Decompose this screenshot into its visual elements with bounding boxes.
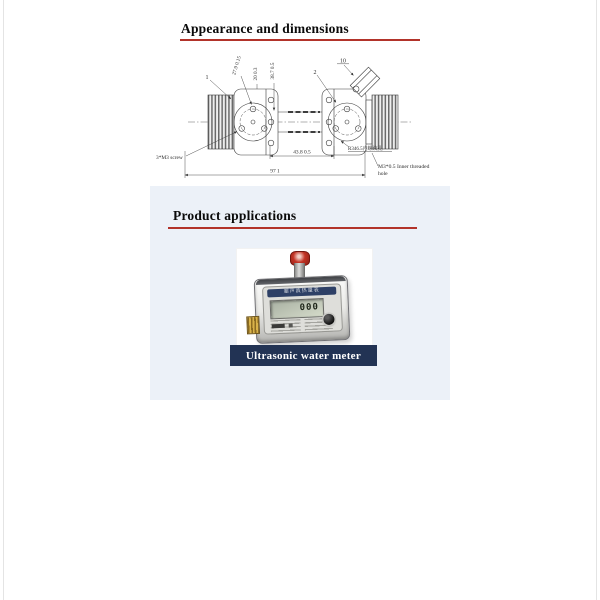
right-transducer-body bbox=[322, 89, 366, 155]
section-rule-applications bbox=[168, 227, 417, 229]
balloon-10-label: 10 bbox=[340, 58, 346, 65]
left-transducer-body bbox=[234, 89, 278, 155]
device-header-band: 超声波热量表 bbox=[267, 286, 336, 297]
right-pipe-thread bbox=[366, 95, 398, 149]
section-title-appearance: Appearance and dimensions bbox=[181, 21, 349, 36]
thread-note-cn-label: R346.5内螺纹孔 bbox=[348, 147, 383, 152]
balloon-2-label: 2 bbox=[313, 70, 317, 76]
dim-body-length-label: 43.8 0.5 bbox=[293, 149, 311, 156]
device-label-strip bbox=[272, 324, 285, 329]
balloon-1-label: 1 bbox=[205, 75, 209, 81]
section-title-applications: Product applications bbox=[173, 208, 297, 223]
dim-diagonal-label: 27.9 0.15 bbox=[231, 55, 243, 76]
sensor-technical-drawing bbox=[150, 42, 450, 190]
thread-note-en-line2: hole bbox=[378, 171, 388, 177]
dim-vertical-inner-label: 20 0.3 bbox=[253, 67, 259, 81]
page-left-edge bbox=[3, 0, 4, 600]
water-meter-device bbox=[254, 275, 351, 344]
device-label-dot bbox=[289, 323, 293, 327]
caption-text: Ultrasonic water meter bbox=[245, 349, 362, 362]
dim-vertical-outer-label: 38.7 0.5 bbox=[270, 62, 276, 80]
device-round-button bbox=[323, 314, 334, 325]
section-rule-appearance bbox=[180, 39, 420, 41]
brass-fitting bbox=[246, 316, 260, 335]
page-right-edge bbox=[596, 0, 597, 600]
lcd-value: 000 bbox=[299, 302, 320, 314]
thread-note-en-line1: M3*0.5 Inner threaded bbox=[378, 164, 430, 170]
device-lcd bbox=[270, 298, 325, 319]
screw-note-label: 3*M3 screw bbox=[156, 155, 183, 161]
balloon-10-leader bbox=[344, 65, 354, 76]
caption-bar bbox=[230, 345, 377, 366]
left-pipe-thread bbox=[208, 95, 234, 149]
product-photo bbox=[236, 248, 373, 346]
device-faceplate bbox=[262, 283, 343, 334]
dim-overall-length-label: 97 1 bbox=[270, 168, 280, 175]
